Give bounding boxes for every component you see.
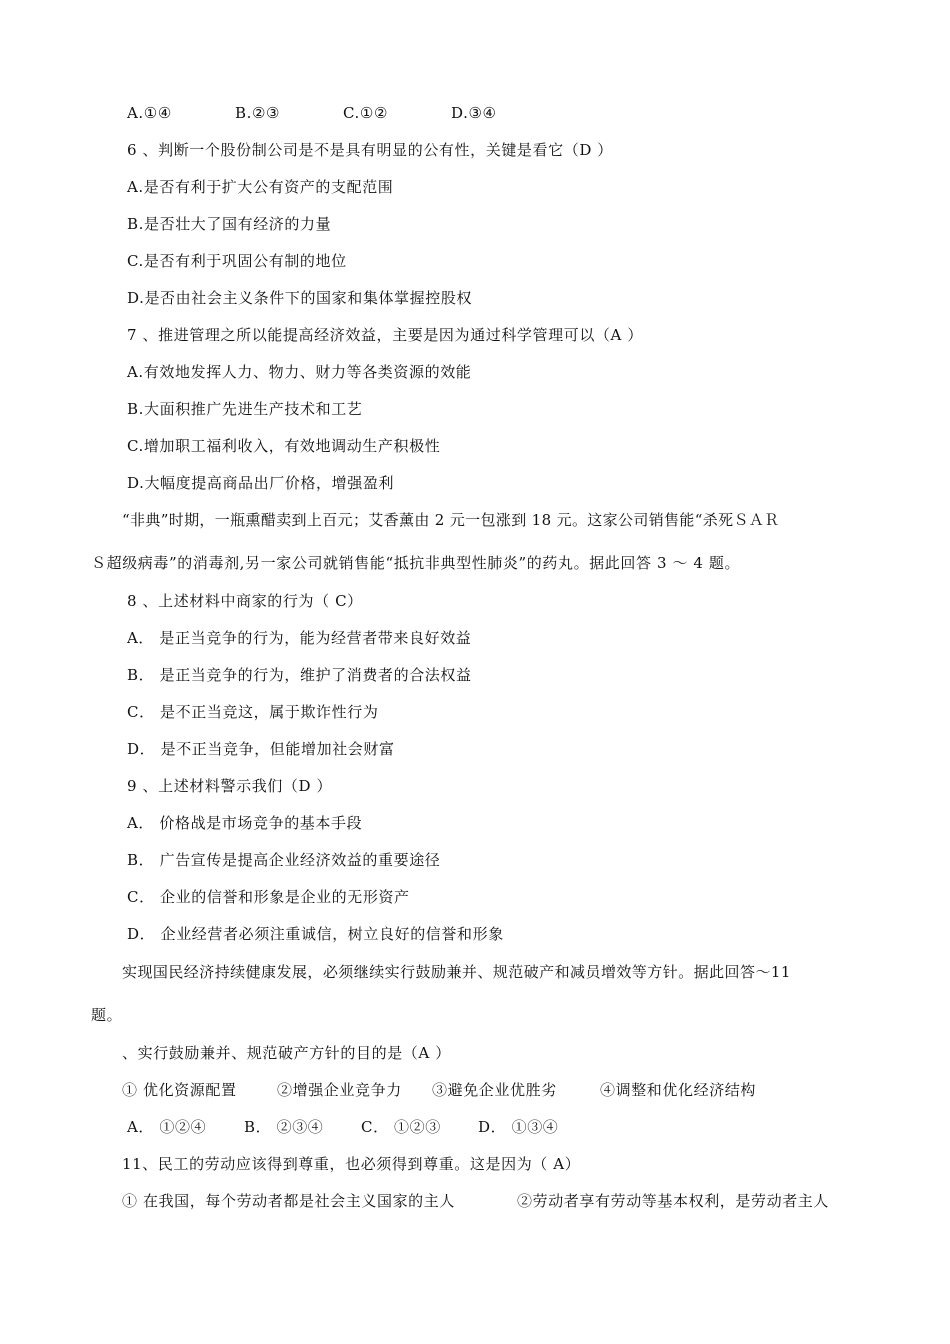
item-1: ① 在我国，每个劳动者都是社会主义国家的主人 — [122, 1192, 455, 1210]
option-b: B． ②③④ — [244, 1118, 324, 1136]
question-7-option-c: C.增加职工福利收入，有效地调动生产积极性 — [127, 437, 441, 455]
question-11-items — [0, 1191, 950, 1228]
option-d: D． ①③④ — [478, 1118, 559, 1136]
question-8-option-d: D． 是不正当竞争，但能增加社会财富 — [127, 740, 395, 758]
option-b: B.②③ — [235, 104, 281, 122]
question-11: 11、民工的劳动应该得到尊重，也必须得到尊重。这是因为（ A） — [122, 1155, 581, 1173]
item-3: ③避免企业优胜劣 — [432, 1081, 557, 1099]
question-8-option-a: A． 是正当竞争的行为，能为经营者带来良好效益 — [127, 629, 472, 647]
option-a: A． ①②④ — [127, 1118, 207, 1136]
material-2-line-2: 题。 — [91, 1006, 123, 1024]
question-8-option-c: C． 是不正当竞这，属于欺诈性行为 — [127, 703, 379, 721]
question-8-option-b: B． 是正当竞争的行为，维护了消费者的合法权益 — [127, 666, 472, 684]
question-8: 8 、上述材料中商家的行为（ C） — [127, 592, 363, 610]
question-10-items — [0, 1080, 950, 1117]
question-6-option-c: C.是否有利于巩固公有制的地位 — [127, 252, 347, 270]
question-9-option-a: A． 价格战是市场竞争的基本手段 — [127, 814, 363, 832]
q5-options-row — [0, 103, 950, 140]
question-10-options-row — [0, 1117, 950, 1154]
question-7-option-b: B.大面积推广先进生产技术和工艺 — [127, 400, 363, 418]
question-9: 9 、上述材料警示我们（D ） — [127, 777, 333, 795]
option-a: A.①④ — [127, 104, 172, 122]
question-6-option-d: D.是否由社会主义条件下的国家和集体掌握控股权 — [127, 289, 473, 307]
item-1: ① 优化资源配置 — [122, 1081, 237, 1099]
option-c: C.①② — [343, 104, 389, 122]
item-2: ②增强企业竞争力 — [277, 1081, 402, 1099]
question-9-option-b: B． 广告宣传是提高企业经济效益的重要途径 — [127, 851, 441, 869]
question-7: 7 、推进管理之所以能提高经济效益，主要是因为通过科学管理可以（A ） — [127, 326, 643, 344]
question-9-option-d: D． 企业经营者必须注重诚信，树立良好的信誉和形象 — [127, 925, 504, 943]
material-2-line-1: 实现国民经济持续健康发展，必须继续实行鼓励兼并、规范破产和减员增效等方针。据此回答～11 — [122, 963, 791, 981]
option-d: D.③④ — [451, 104, 497, 122]
material-1-line-2: Ｓ超级病毒”的消毒剂,另一家公司就销售能“抵抗非典型性肺炎”的药丸。据此回答 3 ～ 4 题。 — [91, 554, 741, 572]
question-6-option-b: B.是否壮大了国有经济的力量 — [127, 215, 332, 233]
item-2: ②劳动者享有劳动等基本权利，是劳动者主人 — [517, 1192, 830, 1210]
question-7-option-a: A.有效地发挥人力、物力、财力等各类资源的效能 — [127, 363, 472, 381]
question-6-option-a: A.是否有利于扩大公有资产的支配范围 — [127, 178, 394, 196]
question-6: 6 、判断一个股份制公司是不是具有明显的公有性，关键是看它（D ） — [127, 141, 613, 159]
option-c: C． ①②③ — [361, 1118, 441, 1136]
question-7-option-d: D.大幅度提高商品出厂价格，增强盈利 — [127, 474, 395, 492]
item-4: ④调整和优化经济结构 — [600, 1081, 757, 1099]
question-10: 、实行鼓励兼并、规范破产方针的目的是（A ） — [122, 1044, 451, 1062]
material-1-line-1: “非典”时期，一瓶熏醋卖到上百元；艾香薰由 2 元一包涨到 18 元。这家公司销售能“杀死ＳＡＲ — [122, 511, 780, 529]
question-9-option-c: C． 企业的信誉和形象是企业的无形资产 — [127, 888, 410, 906]
